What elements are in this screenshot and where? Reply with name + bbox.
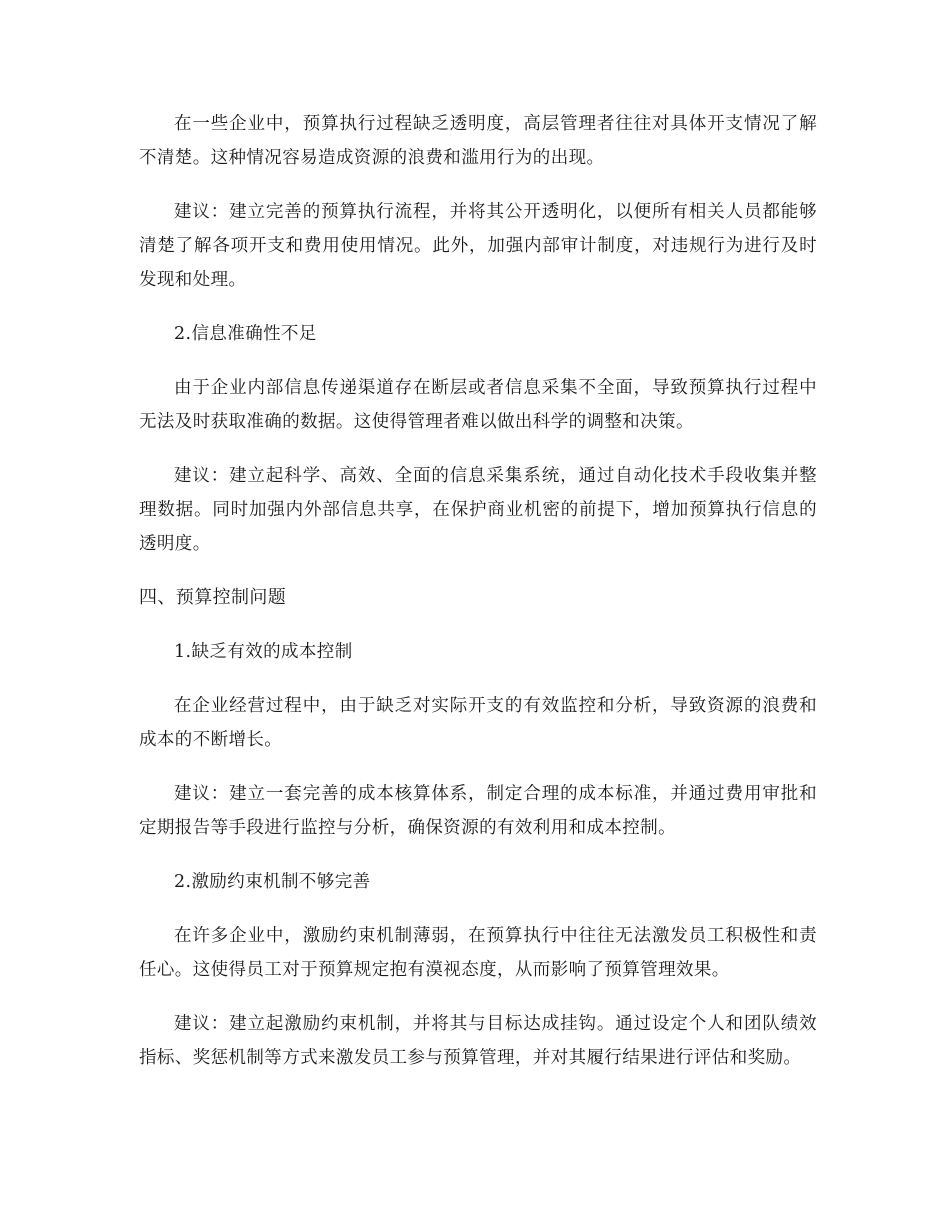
document-page [139, 107, 817, 1095]
paragraph-cost-problem: 在企业经营过程中，由于缺乏对实际开支的有效监控和分析，导致资源的浪费和成本的不断增长。 [139, 696, 817, 750]
subheading-incentive-mechanism: 2.激励约束机制不够完善 [174, 872, 371, 892]
paragraph-incentive-problem: 在许多企业中，激励约束机制薄弱，在预算执行中往往无法激发员工积极性和责任心。这使得员工对于预算规定抱有漠视态度，从而影响了预算管理效果。 [139, 926, 817, 980]
subheading-information-accuracy: 2.信息准确性不足 [174, 324, 317, 344]
paragraph-cost-suggestion: 建议：建立一套完善的成本核算体系，制定合理的成本标准，并通过费用审批和定期报告等手段进行监控与分析，确保资源的有效利用和成本控制。 [139, 784, 817, 838]
paragraph-accuracy-problem: 由于企业内部信息传递渠道存在断层或者信息采集不全面，导致预算执行过程中无法及时获取准确的数据。这使得管理者难以做出科学的调整和决策。 [139, 378, 817, 432]
paragraph-transparency-problem: 在一些企业中，预算执行过程缺乏透明度，高层管理者往往对具体开支情况了解不清楚。这种情况容易造成资源的浪费和滥用行为的出现。 [139, 114, 817, 168]
paragraph-incentive-suggestion: 建议：建立起激励约束机制，并将其与目标达成挂钩。通过设定个人和团队绩效指标、奖惩机制等方式来激发员工参与预算管理，并对其履行结果进行评估和奖励。 [139, 1014, 817, 1068]
paragraph-accuracy-suggestion: 建议：建立起科学、高效、全面的信息采集系统，通过自动化技术手段收集并整理数据。同时加强内外部信息共享，在保护商业机密的前提下，增加预算执行信息的透明度。 [139, 466, 817, 554]
paragraph-transparency-suggestion: 建议：建立完善的预算执行流程，并将其公开透明化，以便所有相关人员都能够清楚了解各项开支和费用使用情况。此外，加强内部审计制度，对违规行为进行及时发现和处理。 [139, 202, 817, 290]
subheading-cost-control: 1.缺乏有效的成本控制 [174, 642, 353, 662]
section-heading-budget-control: 四、预算控制问题 [139, 587, 287, 608]
